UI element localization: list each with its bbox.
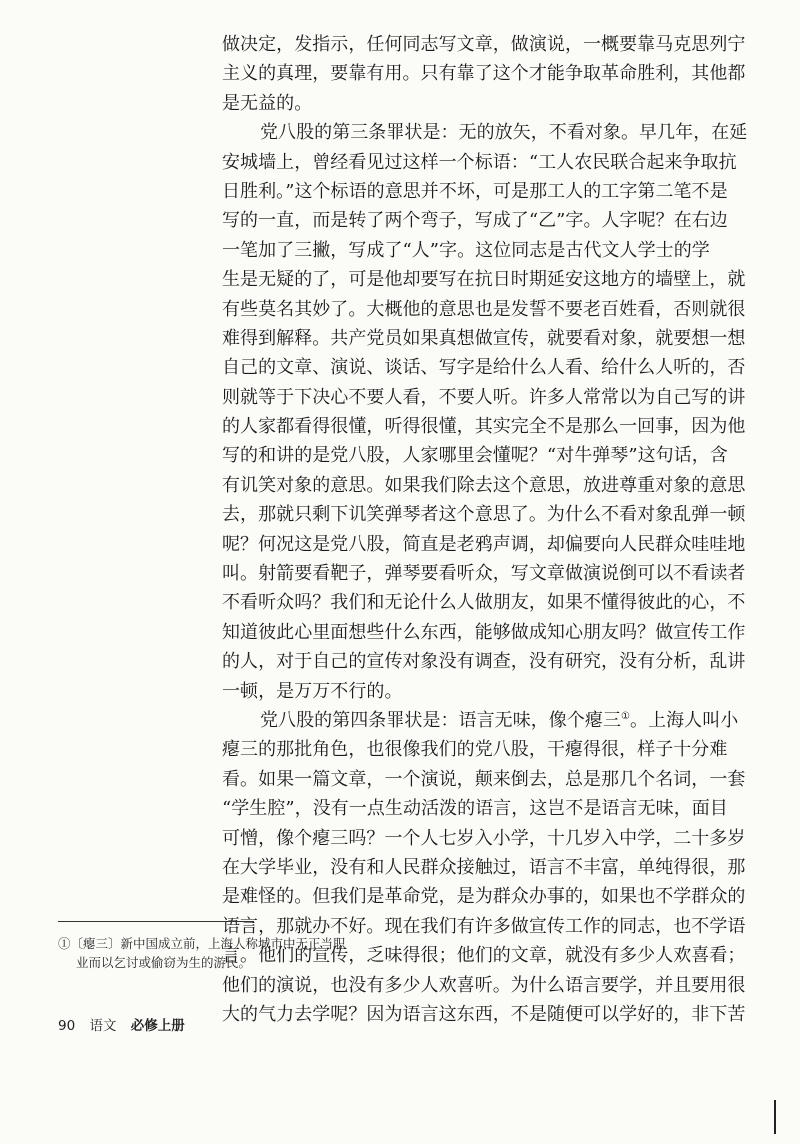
text-line-content: 有些莫名其妙了。大概他的意思也是发誓不要老百姓看，否则就很 [222,298,746,320]
footnote-line-2: 业而以乞讨或偷窃为生的游民。 [76,955,252,970]
text-line [222,441,728,470]
text-line [222,618,746,647]
text-line-content: 他们的演说，也没有多少人欢喜听。为什么语言要学，并且要用很 [222,974,746,996]
text-line [222,706,739,735]
text-line-content: 言。他们的宣传，乏味得很；他们的文章，就没有多少人欢喜看； [222,945,746,967]
text-line-content: 瘪三的那批角色，也很像我们的党八股，干瘪得很，样子十分难 [222,739,728,761]
text-line [222,118,748,147]
text-line-content: 的人家都看得很懂，听得很懂，其实完全不是那么一回事，因为他 [222,416,746,438]
footnote [58,934,388,972]
text-line-content: 生是无疑的了，可是他却要写在抗日时期延安这地方的墙壁上，就 [222,269,746,291]
text-line [222,353,746,382]
text-line [222,59,746,88]
text-line [222,206,728,235]
text-line-content: 在大学毕业，没有和人民群众接触过，语言不丰富，单纯得很，那 [222,856,746,878]
text-line [222,824,746,853]
text-line [222,1000,746,1029]
page-footer [58,1014,195,1034]
text-line-content: 是无益的。 [222,92,313,114]
text-line-content: 不看听众吗？我们和无论什么人做朋友，如果不懂得彼此的心，不 [222,592,746,614]
text-line-content: 大的气力去学呢？因为语言这东西，不是随便可以学好的，非下苦 [222,1003,746,1025]
text-line [222,324,746,353]
text-line-content: 语言，那就办不好。现在我们有许多做宣传工作的同志，也不学语 [222,915,746,937]
text-line [222,295,746,324]
text-line-content: 有讥笑对象的意思。如果我们除去这个意思，放进尊重对象的意思 [222,474,746,496]
text-line-content: 一顿，是万万不行的。 [222,680,403,702]
footnote-line-1: ①〔瘪三〕新中国成立前，上海人称城市中无正当职 [58,936,346,951]
text-line [222,794,728,823]
text-line [222,677,702,706]
text-line-content: 难得到解释。共产党员如果真想做宣传，就要看对象，就要想一想 [222,327,746,349]
text-line-content: 呢？何况这是党八股，简直是老鸦声调，却偏要向人民群众哇哇地 [222,533,746,555]
text-line [222,559,746,588]
text-line-tail: 。上海人叫小 [630,709,739,731]
text-line-content: 是难怪的。但我们是革命党，是为群众办事的，如果也不学群众的 [222,886,746,908]
text-line-content: 安城墙上，曾经看见过这样一个标语：“工人农民联合起来争取抗 [222,151,737,173]
text-line [222,412,746,441]
text-line [222,500,746,529]
text-line-content: 一笔加了三撇，写成了“人”字。这位同志是古代文人学士的学 [222,239,710,261]
text-line-content: 写的和讲的是党八股，人家哪里会懂呢？“对牛弹琴”这句话，含 [222,445,728,467]
book-subject: 语文 [89,1018,117,1034]
text-line [222,177,728,206]
text-line [222,265,746,294]
scan-edge-mark [774,1100,776,1134]
text-line-content: 叫。射箭要看靶子，弹琴要看听众，写文章做演说倒可以不看读者 [222,563,746,585]
text-line-content: 日胜利。”这个标语的意思并不坏，可是那工人的工字第二笔不是 [222,180,728,202]
book-volume: 必修上册 [130,1018,185,1034]
body-text [222,30,748,1029]
text-line [222,853,746,882]
text-line [222,236,710,265]
text-line-content: 去，那就只剩下讥笑弹琴者这个意思了。为什么不看对象乱弹一顿 [222,504,746,526]
text-line [222,765,746,794]
text-line-content: 看。如果一篇文章，一个演说，颠来倒去，总是那几个名词，一套 [222,768,746,790]
text-line [222,530,746,559]
footnote-rule [58,921,254,922]
text-line-content: 党八股的第三条罪状是：无的放矢，不看对象。早几年，在延 [260,122,748,144]
text-line [222,971,746,1000]
text-line-content: 写的一直，而是转了两个弯子，写成了“乙”字。人字呢？在右边 [222,210,728,232]
text-line-content: 的人，对于自己的宣传对象没有调查，没有研究，没有分析，乱讲 [222,651,746,673]
text-line [222,30,746,59]
text-line [222,882,746,911]
text-line [222,647,746,676]
page-number: 90 [58,1018,76,1034]
text-line-content: 知道彼此心里面想些什么东西，能够做成知心朋友吗？做宣传工作 [222,621,746,643]
text-line [222,471,746,500]
text-line [222,383,746,412]
text-line [222,735,728,764]
text-line-content: 自己的文章、演说、谈话、写字是给什么人看、给什么人听的，否 [222,357,746,379]
text-line [222,89,702,118]
text-line [222,148,737,177]
text-line-content: 做决定，发指示，任何同志写文章，做演说，一概要靠马克思列宁 [222,34,746,55]
text-line-content: 可憎，像个瘪三吗？一个人七岁入小学，十几岁入中学，二十多岁 [222,827,746,849]
footnote-reference[interactable]: ① [621,710,631,722]
text-line-content: 主义的真理，要靠有用。只有靠了这个才能争取革命胜利，其他都 [222,63,746,85]
text-line-content: 则就等于下决心不要人看，不要人听。许多人常常以为自己写的讲 [222,386,746,408]
text-line-content: 党八股的第四条罪状是：语言无味，像个瘪三 [260,709,621,731]
text-line [222,588,746,617]
text-line-content: “学生腔”，没有一点生动活泼的语言，这岂不是语言无味，面目 [222,798,728,820]
